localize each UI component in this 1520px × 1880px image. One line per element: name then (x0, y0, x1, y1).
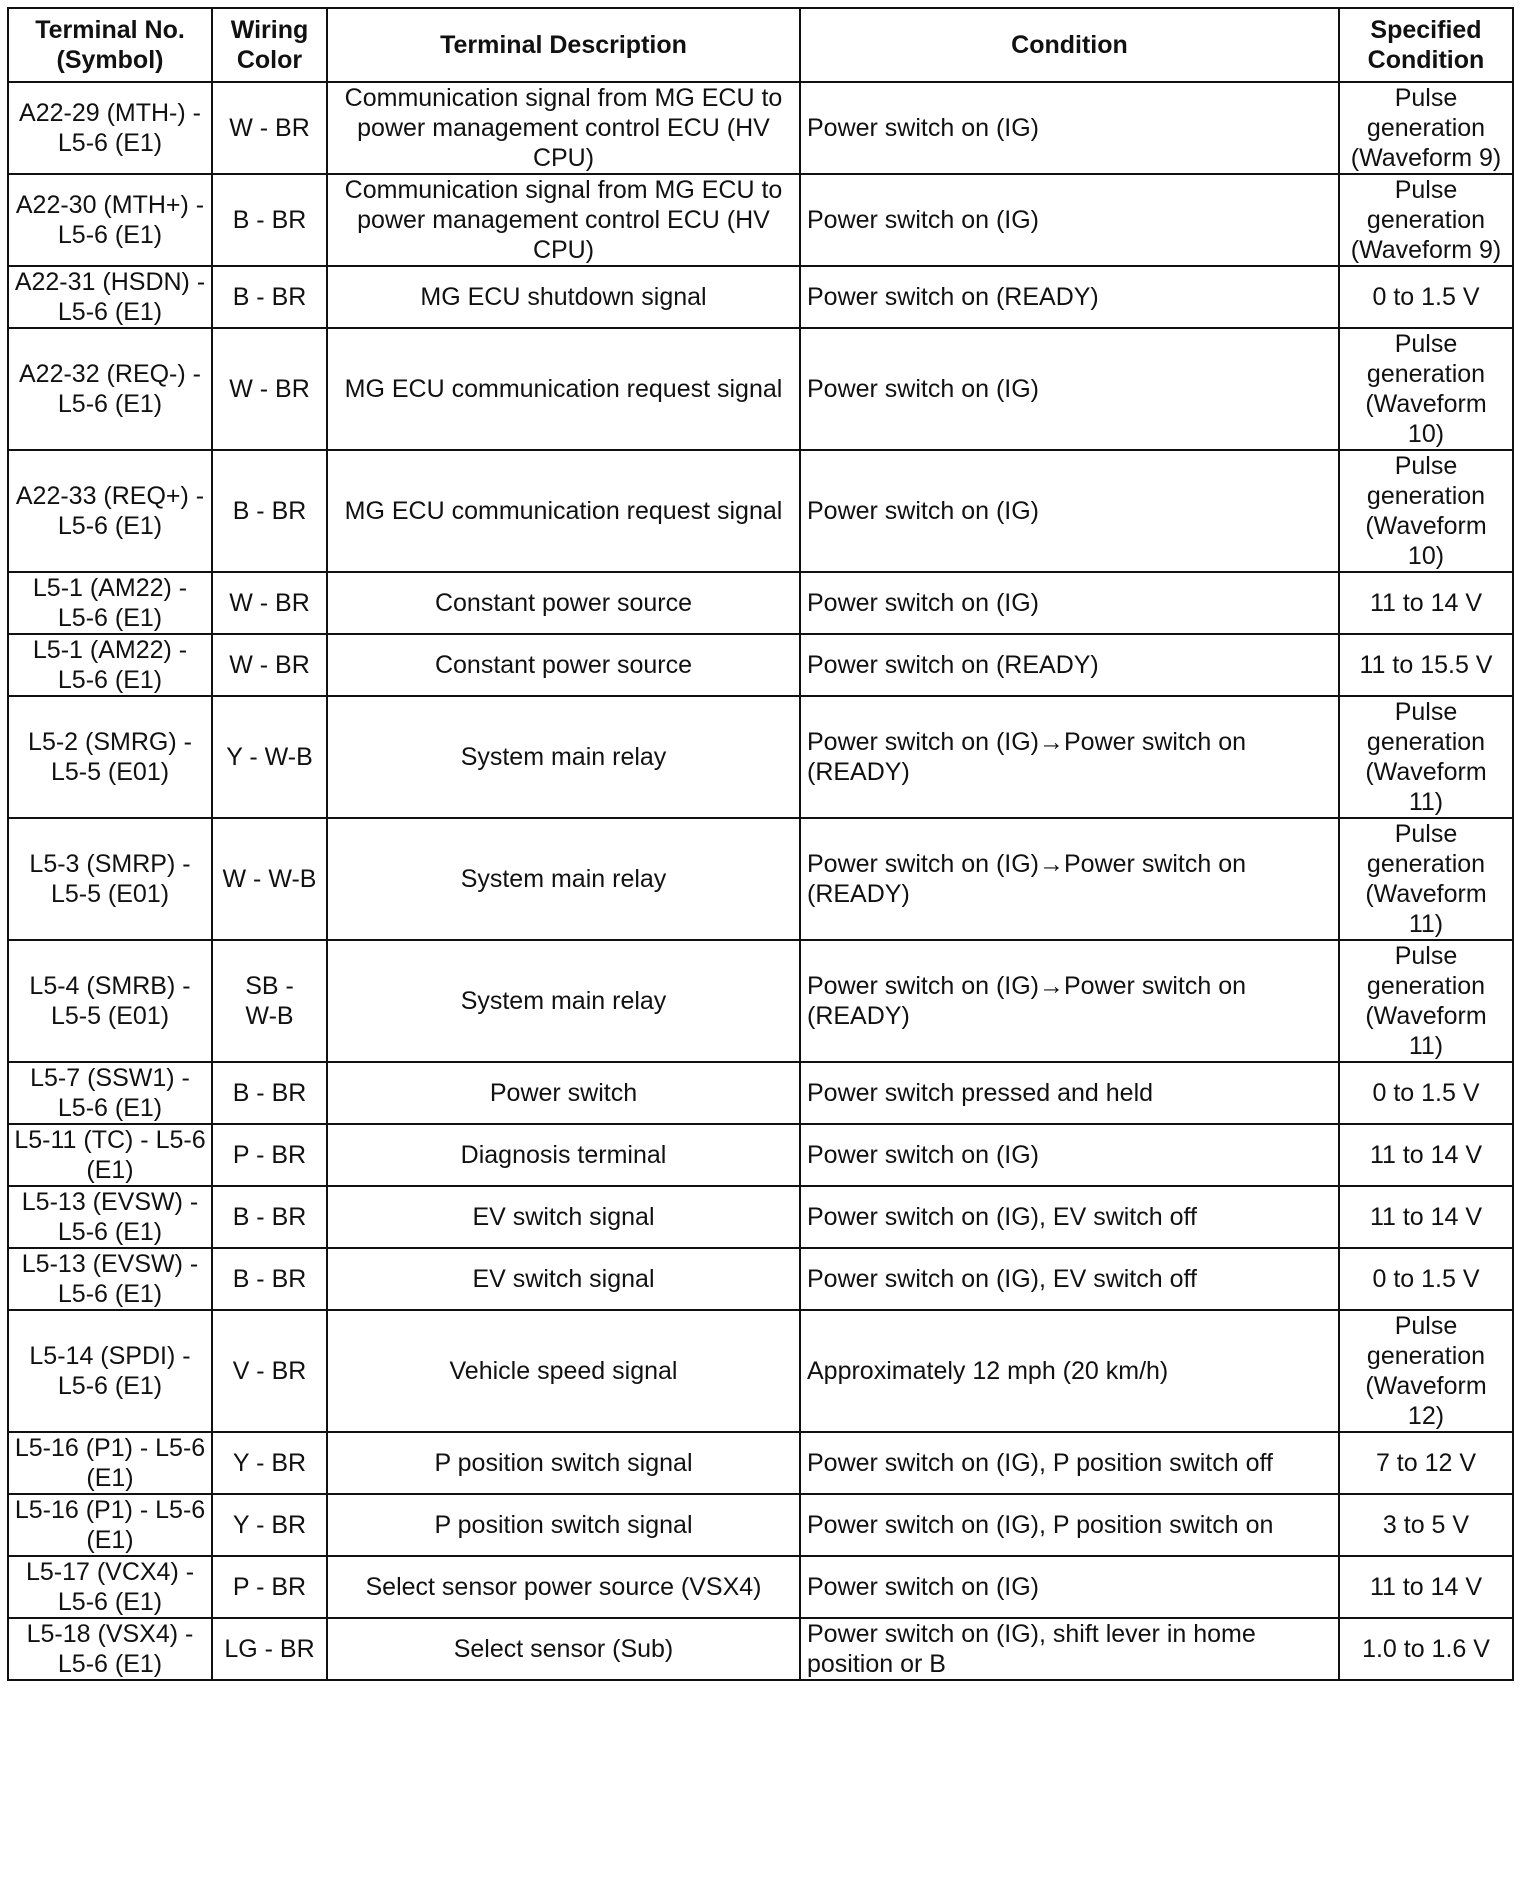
cell-wiring-color (212, 1248, 327, 1310)
cell-wiring-color (212, 696, 327, 818)
cell-wiring-color (212, 1556, 327, 1618)
cell-text-line: L5-1 (AM22) - (32, 636, 188, 664)
cell-specified-condition (1339, 266, 1513, 328)
cell-condition (800, 634, 1339, 696)
table-row (8, 82, 1513, 174)
cell-terminal-description (327, 174, 800, 266)
cell-text-line: System main relay (460, 987, 667, 1015)
cell-terminal-description (327, 1062, 800, 1124)
cell-text-line: System main relay (460, 743, 667, 771)
cell-text-line: (Waveform (1365, 390, 1487, 418)
cell-text-line: Power switch on (IG), EV switch off (807, 1265, 1197, 1293)
cell-text-line: L5-6 (E1) (57, 1650, 163, 1678)
cell-text-line: Power switch on (IG) (807, 206, 1040, 234)
table-row (8, 1618, 1513, 1680)
cell-text-line: 11 to 14 V (1369, 1203, 1483, 1231)
table-row (8, 818, 1513, 940)
table-row (8, 266, 1513, 328)
cell-text-line: L5-5 (E01) (50, 880, 170, 908)
cell-condition (800, 266, 1339, 328)
cell-terminal-description (327, 1618, 800, 1680)
cell-text-line: Power switch on (READY) (807, 651, 1099, 679)
cell-specified-condition (1339, 1248, 1513, 1310)
cell-text-line: Power switch on (IG) (807, 1141, 1040, 1169)
cell-text-line: P position switch signal (434, 1449, 693, 1477)
header-terminal-description (327, 8, 800, 82)
cell-text-line: L5-14 (SPDI) - (29, 1342, 191, 1370)
cell-terminal-description (327, 1310, 800, 1432)
cell-wiring-color (212, 1186, 327, 1248)
cell-terminal (8, 1186, 212, 1248)
cell-text-line: L5-2 (SMRG) - (28, 728, 192, 756)
cell-terminal (8, 266, 212, 328)
cell-text-line: L5-6 (E1) (57, 1372, 163, 1400)
cell-text-line: EV switch signal (472, 1203, 655, 1231)
cell-specified-condition (1339, 696, 1513, 818)
cell-condition (800, 1618, 1339, 1680)
cell-text-line: L5-6 (E1) (57, 1094, 163, 1122)
cell-wiring-color (212, 1310, 327, 1432)
cell-text-line: P - BR (232, 1573, 307, 1601)
cell-text-line: A22-33 (REQ+) - (15, 482, 205, 510)
cell-text-line: MG ECU communication request signal (344, 497, 783, 525)
cell-text-line: generation (1366, 972, 1486, 1000)
cell-terminal (8, 1556, 212, 1618)
cell-condition (800, 1248, 1339, 1310)
cell-text-line: Power switch on (IG), EV switch off (807, 1203, 1197, 1231)
cell-terminal (8, 82, 212, 174)
cell-text-line: L5-5 (E01) (50, 1002, 170, 1030)
header-row (8, 8, 1513, 82)
cell-terminal (8, 1310, 212, 1432)
cell-terminal-description (327, 940, 800, 1062)
table-row (8, 1494, 1513, 1556)
cell-text-line: 10) (1407, 542, 1445, 570)
cell-text-line: Pulse (1394, 330, 1458, 358)
cell-text-line: Communication signal from MG ECU to (344, 84, 783, 112)
cell-terminal (8, 1124, 212, 1186)
cell-text-line: (Waveform 9) (1350, 236, 1502, 264)
cell-text-line: 7 to 12 V (1375, 1449, 1477, 1477)
cell-text-line: (Waveform (1365, 758, 1487, 786)
cell-text-line: 0 to 1.5 V (1372, 1265, 1480, 1293)
table-row (8, 1186, 1513, 1248)
cell-text-line: L5-6 (E1) (57, 666, 163, 694)
header-text-line: (Symbol) (56, 46, 164, 74)
cell-text-line: Power switch on (IG), P position switch off (807, 1449, 1273, 1477)
cell-text-line: MG ECU communication request signal (344, 375, 783, 403)
cell-text-line: 11) (1408, 788, 1444, 816)
cell-specified-condition (1339, 1618, 1513, 1680)
cell-specified-condition (1339, 174, 1513, 266)
cell-terminal-description (327, 1124, 800, 1186)
cell-text-line: Pulse (1394, 942, 1458, 970)
cell-text-line: Pulse (1394, 1312, 1458, 1340)
table-row (8, 572, 1513, 634)
cell-text-line: 11 to 14 V (1369, 1141, 1483, 1169)
cell-wiring-color (212, 818, 327, 940)
cell-text-line: Power switch (489, 1079, 638, 1107)
cell-text-line: L5-1 (AM22) - (32, 574, 188, 602)
cell-condition (800, 450, 1339, 572)
cell-text-line: Power switch on (READY) (807, 283, 1099, 311)
cell-specified-condition (1339, 818, 1513, 940)
cell-text-line: (READY) (807, 880, 910, 908)
cell-text-line: L5-16 (P1) - L5-6 (14, 1496, 206, 1524)
header-text-line: Wiring (230, 16, 309, 44)
cell-text-line: (READY) (807, 758, 910, 786)
cell-text-line: Constant power source (434, 651, 693, 679)
header-text-line: Specified (1370, 16, 1482, 44)
cell-wiring-color (212, 634, 327, 696)
cell-text-line: A22-29 (MTH-) - (19, 99, 201, 127)
cell-text-line: 10) (1407, 420, 1445, 448)
cell-text-line: (Waveform (1365, 880, 1487, 908)
cell-text-line: 11 to 14 V (1369, 1573, 1483, 1601)
cell-text-line: generation (1366, 206, 1486, 234)
cell-text-line: W - BR (229, 651, 310, 679)
cell-condition (800, 1186, 1339, 1248)
cell-text-line: L5-6 (E1) (57, 129, 163, 157)
cell-text-line: L5-5 (E01) (50, 758, 170, 786)
cell-text-line: generation (1366, 482, 1486, 510)
cell-text-line: power management control ECU (HV (357, 206, 770, 234)
cell-terminal (8, 634, 212, 696)
cell-text-line: Select sensor (Sub) (453, 1635, 674, 1663)
cell-text-line: W - BR (229, 375, 310, 403)
cell-wiring-color (212, 1618, 327, 1680)
header-text-line: Condition (1011, 31, 1128, 59)
cell-text-line: A22-30 (MTH+) - (15, 191, 205, 219)
cell-text-line: LG - BR (224, 1635, 315, 1663)
table-row (8, 634, 1513, 696)
header-text-line: Terminal Description (440, 31, 687, 59)
cell-terminal-description (327, 82, 800, 174)
cell-text-line: W - W-B (222, 865, 317, 893)
table-row (8, 1248, 1513, 1310)
cell-wiring-color (212, 266, 327, 328)
cell-text-line: Power switch on (IG) (807, 497, 1040, 525)
cell-text-line: CPU) (532, 144, 595, 172)
cell-terminal (8, 940, 212, 1062)
cell-specified-condition (1339, 328, 1513, 450)
cell-condition (800, 1062, 1339, 1124)
cell-text-line: generation (1366, 850, 1486, 878)
cell-text-line: (Waveform (1365, 1372, 1487, 1400)
cell-condition (800, 1432, 1339, 1494)
cell-wiring-color (212, 1124, 327, 1186)
cell-wiring-color (212, 174, 327, 266)
table-row (8, 1124, 1513, 1186)
cell-terminal-description (327, 572, 800, 634)
cell-terminal (8, 174, 212, 266)
cell-text-line: B - BR (232, 497, 307, 525)
cell-text-line: Power switch on (IG), shift lever in home (807, 1620, 1256, 1648)
cell-specified-condition (1339, 1494, 1513, 1556)
cell-text-line: W - BR (229, 589, 310, 617)
cell-condition (800, 818, 1339, 940)
cell-condition (800, 696, 1339, 818)
cell-text-line: P - BR (232, 1141, 307, 1169)
cell-text-line: L5-6 (E1) (57, 1218, 163, 1246)
cell-condition (800, 82, 1339, 174)
cell-text-line: Power switch on (IG), P position switch on (807, 1511, 1274, 1539)
table-row (8, 328, 1513, 450)
cell-text-line: Constant power source (434, 589, 693, 617)
cell-text-line: L5-4 (SMRB) - (29, 972, 191, 1000)
cell-text-line: Pulse (1394, 452, 1458, 480)
cell-text-line: Y - BR (232, 1511, 307, 1539)
cell-terminal (8, 696, 212, 818)
cell-text-line: Communication signal from MG ECU to (344, 176, 783, 204)
cell-text-line: (E1) (86, 1464, 134, 1492)
cell-specified-condition (1339, 82, 1513, 174)
cell-specified-condition (1339, 1310, 1513, 1432)
cell-text-line: 11) (1408, 910, 1444, 938)
cell-terminal (8, 1248, 212, 1310)
cell-condition (800, 328, 1339, 450)
cell-text-line: (Waveform (1365, 512, 1487, 540)
cell-terminal-description (327, 1556, 800, 1618)
cell-text-line: V - BR (232, 1357, 307, 1385)
cell-condition (800, 1124, 1339, 1186)
cell-text-line: B - BR (232, 283, 307, 311)
cell-text-line: L5-17 (VCX4) - (25, 1558, 195, 1586)
cell-text-line: L5-7 (SSW1) - (30, 1064, 190, 1092)
cell-specified-condition (1339, 1556, 1513, 1618)
cell-text-line: Power switch pressed and held (807, 1079, 1154, 1107)
cell-text-line: P position switch signal (434, 1511, 693, 1539)
cell-wiring-color (212, 328, 327, 450)
cell-text-line: 1.0 to 1.6 V (1362, 1635, 1490, 1663)
cell-text-line: Power switch on (IG) (807, 589, 1040, 617)
cell-condition (800, 1556, 1339, 1618)
cell-text-line: MG ECU shutdown signal (420, 283, 707, 311)
cell-wiring-color (212, 1494, 327, 1556)
cell-text-line: SB - (245, 972, 294, 1000)
cell-specified-condition (1339, 1432, 1513, 1494)
cell-terminal-description (327, 1494, 800, 1556)
cell-specified-condition (1339, 634, 1513, 696)
cell-text-line: L5-3 (SMRP) - (29, 850, 191, 878)
cell-specified-condition (1339, 1062, 1513, 1124)
cell-wiring-color (212, 1062, 327, 1124)
cell-terminal (8, 1494, 212, 1556)
cell-text-line: generation (1366, 728, 1486, 756)
cell-text-line: 11 to 14 V (1369, 589, 1483, 617)
cell-text-line: B - BR (232, 206, 307, 234)
cell-text-line: Vehicle speed signal (449, 1357, 678, 1385)
header-specified-condition (1339, 8, 1513, 82)
cell-text-line: Power switch on (IG)→Power switch on (807, 972, 1247, 1000)
header-text-line: Condition (1367, 46, 1485, 74)
cell-text-line: B - BR (232, 1079, 307, 1107)
cell-text-line: Select sensor power source (VSX4) (365, 1573, 762, 1601)
cell-text-line: (READY) (807, 1002, 910, 1030)
cell-text-line: (E1) (86, 1526, 134, 1554)
cell-terminal (8, 1062, 212, 1124)
table-row (8, 1062, 1513, 1124)
cell-condition (800, 174, 1339, 266)
cell-text-line: Power switch on (IG)→Power switch on (807, 850, 1247, 878)
cell-text-line: B - BR (232, 1265, 307, 1293)
cell-text-line: L5-13 (EVSW) - (21, 1188, 199, 1216)
cell-text-line: generation (1366, 114, 1486, 142)
cell-condition (800, 940, 1339, 1062)
cell-terminal-description (327, 266, 800, 328)
cell-terminal (8, 1618, 212, 1680)
table-row (8, 450, 1513, 572)
cell-terminal-description (327, 1186, 800, 1248)
header-terminal-no (8, 8, 212, 82)
cell-text-line: Pulse (1394, 820, 1458, 848)
cell-wiring-color (212, 940, 327, 1062)
cell-terminal (8, 572, 212, 634)
table-row (8, 1432, 1513, 1494)
cell-text-line: generation (1366, 360, 1486, 388)
table-row (8, 1556, 1513, 1618)
header-text-line: Color (236, 46, 303, 74)
cell-specified-condition (1339, 940, 1513, 1062)
cell-text-line: Diagnosis terminal (460, 1141, 667, 1169)
cell-terminal-description (327, 634, 800, 696)
cell-specified-condition (1339, 1186, 1513, 1248)
cell-specified-condition (1339, 1124, 1513, 1186)
header-wiring-color (212, 8, 327, 82)
cell-condition (800, 1310, 1339, 1432)
cell-text-line: L5-16 (P1) - L5-6 (14, 1434, 206, 1462)
cell-text-line: L5-13 (EVSW) - (21, 1250, 199, 1278)
cell-terminal-description (327, 818, 800, 940)
cell-text-line: L5-6 (E1) (57, 221, 163, 249)
table-row (8, 940, 1513, 1062)
cell-text-line: 11) (1408, 1032, 1444, 1060)
cell-text-line: EV switch signal (472, 1265, 655, 1293)
cell-terminal (8, 328, 212, 450)
cell-text-line: L5-6 (E1) (57, 390, 163, 418)
table-row (8, 1310, 1513, 1432)
cell-text-line: L5-6 (E1) (57, 604, 163, 632)
table-body (8, 82, 1513, 1680)
cell-text-line: CPU) (532, 236, 595, 264)
cell-condition (800, 1494, 1339, 1556)
cell-text-line: Pulse (1394, 84, 1458, 112)
cell-text-line: L5-6 (E1) (57, 298, 163, 326)
cell-terminal-description (327, 1248, 800, 1310)
cell-text-line: A22-32 (REQ-) - (19, 360, 201, 388)
cell-text-line: position or B (807, 1650, 946, 1678)
cell-text-line: L5-18 (VSX4) - (26, 1620, 194, 1648)
cell-text-line: W-B (245, 1002, 294, 1030)
cell-text-line: Power switch on (IG) (807, 114, 1040, 142)
cell-specified-condition (1339, 450, 1513, 572)
cell-text-line: 0 to 1.5 V (1372, 1079, 1480, 1107)
cell-text-line: Pulse (1394, 698, 1458, 726)
cell-specified-condition (1339, 572, 1513, 634)
cell-condition (800, 572, 1339, 634)
header-condition (800, 8, 1339, 82)
cell-text-line: L5-6 (E1) (57, 1280, 163, 1308)
cell-wiring-color (212, 82, 327, 174)
cell-terminal (8, 818, 212, 940)
cell-text-line: Y - BR (232, 1449, 307, 1477)
cell-terminal-description (327, 696, 800, 818)
cell-terminal-description (327, 450, 800, 572)
table-header (8, 8, 1513, 82)
cell-text-line: 12) (1407, 1402, 1445, 1430)
cell-text-line: (Waveform 9) (1350, 144, 1502, 172)
cell-text-line: B - BR (232, 1203, 307, 1231)
cell-wiring-color (212, 1432, 327, 1494)
cell-text-line: L5-6 (E1) (57, 512, 163, 540)
cell-text-line: W - BR (229, 114, 310, 142)
cell-text-line: Power switch on (IG)→Power switch on (807, 728, 1247, 756)
cell-text-line: L5-11 (TC) - L5-6 (14, 1126, 206, 1154)
cell-text-line: L5-6 (E1) (57, 1588, 163, 1616)
table-row (8, 174, 1513, 266)
cell-terminal-description (327, 1432, 800, 1494)
cell-text-line: Power switch on (IG) (807, 375, 1040, 403)
cell-text-line: power management control ECU (HV (357, 114, 770, 142)
cell-text-line: Power switch on (IG) (807, 1573, 1040, 1601)
cell-text-line: (E1) (86, 1156, 134, 1184)
cell-text-line: 11 to 15.5 V (1359, 651, 1493, 679)
cell-terminal-description (327, 328, 800, 450)
cell-text-line: Y - W-B (226, 743, 313, 771)
cell-text-line: System main relay (460, 865, 667, 893)
cell-terminal (8, 1432, 212, 1494)
cell-text-line: Approximately 12 mph (20 km/h) (807, 1357, 1169, 1385)
cell-wiring-color (212, 572, 327, 634)
header-text-line: Terminal No. (35, 16, 185, 44)
cell-text-line: (Waveform (1365, 1002, 1487, 1030)
terminal-table (7, 7, 1514, 1681)
cell-text-line: 3 to 5 V (1382, 1511, 1470, 1539)
cell-text-line: 0 to 1.5 V (1372, 283, 1480, 311)
cell-text-line: A22-31 (HSDN) - (14, 268, 206, 296)
cell-terminal (8, 450, 212, 572)
cell-text-line: generation (1366, 1342, 1486, 1370)
cell-text-line: Pulse (1394, 176, 1458, 204)
cell-wiring-color (212, 450, 327, 572)
table-row (8, 696, 1513, 818)
